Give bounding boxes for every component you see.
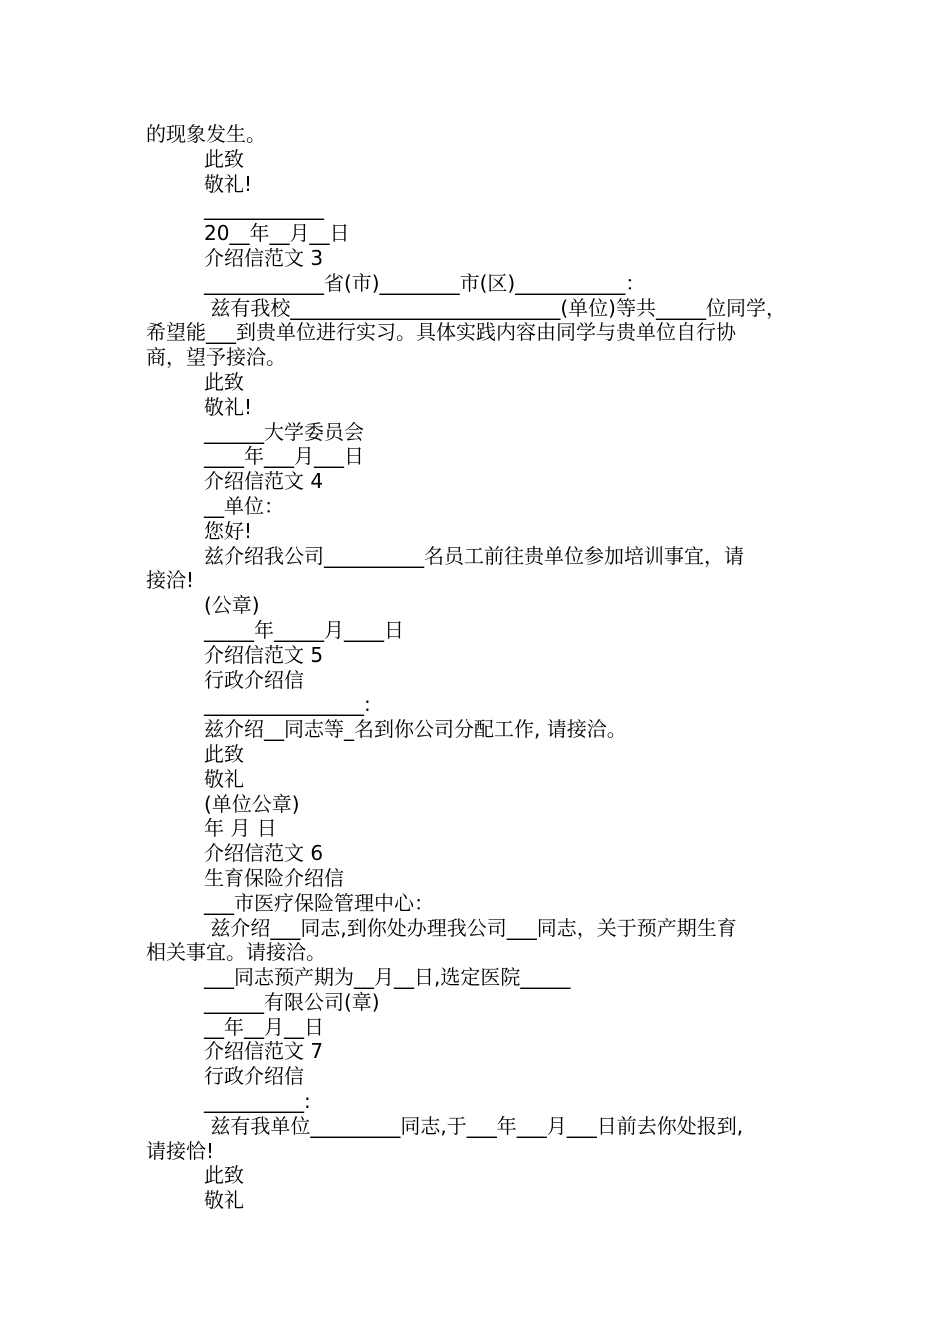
text-line: ____年___月___日 [204, 444, 364, 469]
text-line: 20__年__月__日 [204, 221, 350, 246]
text-line: 请接恰! [146, 1138, 215, 1163]
text-line: __年__月__日 [204, 1014, 324, 1039]
text-line: 敬礼 [204, 766, 244, 791]
text-line: 敬礼 [204, 1188, 244, 1213]
text-line: ___同志预产期为__月__日,选定医院_____ [204, 965, 571, 990]
text-line: 的现象发生。 [146, 122, 266, 146]
text-line: 此致 [204, 741, 244, 766]
text-line: 兹介绍__同志等_名到你公司分配工作, 请接洽。 [204, 717, 627, 742]
text-line: 此致 [204, 369, 244, 394]
text-line: 介绍信范文 5 [204, 642, 324, 667]
text-line: 介绍信范文 6 [204, 841, 324, 866]
text-line: 兹有我校___________________________(单位)等共_____位同学， [204, 295, 786, 320]
text-line: ________________: [204, 692, 371, 717]
text-line: 相关事宜。请接洽。 [146, 940, 326, 965]
text-line: 介绍信范文 3 [204, 245, 324, 270]
letter-body [146, 122, 816, 1213]
text-line: (单位公章) [204, 791, 300, 816]
text-line: 兹介绍我公司__________名员工前往贵单位参加培训事宜，请 [204, 543, 744, 568]
text-line: ____________ [204, 196, 324, 221]
text-line: 您好! [204, 518, 253, 543]
text-line: __________: [204, 1089, 311, 1114]
text-line: 介绍信范文 4 [204, 469, 324, 494]
text-line: ____________省(市)________市(区)___________： [204, 270, 646, 295]
text-line: 年 月 日 [204, 816, 277, 841]
text-line: 商，望予接洽。 [146, 345, 286, 370]
text-line: _____年_____月____日 [204, 617, 404, 642]
text-line: 行政介绍信 [204, 1064, 304, 1089]
text-line: 兹有我单位_________同志,于___年___月___日前去你处报到, [204, 1113, 744, 1138]
text-line: (公章) [204, 593, 260, 618]
text-line: 接洽! [146, 568, 195, 593]
text-line: 敬礼! [204, 394, 253, 419]
text-line: ______大学委员会 [204, 419, 364, 444]
text-line: 此致 [204, 146, 244, 171]
text-line: 希望能___到贵单位进行实习。具体实践内容由同学与贵单位自行协 [146, 320, 736, 345]
text-line: 敬礼! [204, 171, 253, 196]
text-line: 此致 [204, 1163, 244, 1188]
text-line: ______有限公司(章) [204, 989, 380, 1014]
text-line: 兹介绍___同志,到你处办理我公司___同志，关于预产期生育 [204, 915, 737, 940]
text-line: 介绍信范文 7 [204, 1039, 324, 1064]
text-line: ___市医疗保险管理中心： [204, 890, 434, 915]
text-line: 生育保险介绍信 [204, 865, 344, 890]
text-line: __单位： [204, 493, 284, 518]
text-line: 行政介绍信 [204, 667, 304, 692]
